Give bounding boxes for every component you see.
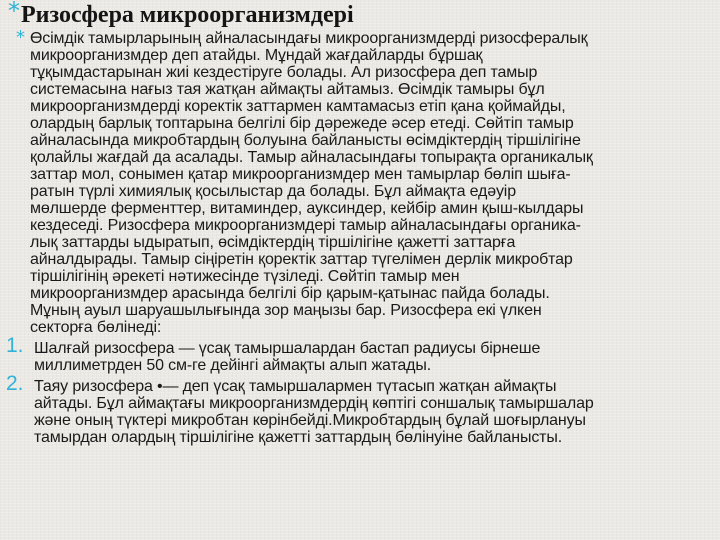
title-row: [8, 0, 354, 30]
list-item: [6, 334, 716, 374]
list-item: [6, 372, 716, 446]
paragraph-line: лық заттарды ыдыратып, өсімдіктердің тіршілігіне қажетті заттарға: [30, 234, 516, 251]
paragraph-line: ратын түрлі химиялық қосылыстар да болады. Бұл аймақта едәуір: [30, 183, 516, 200]
paragraph-line: микроорганизмдер деп атайды. Мұндай жағдайларды бұршақ: [30, 47, 483, 64]
main-paragraph: [16, 27, 716, 336]
list-item-line: тамырдан олардың тіршілігіне қажетті заттардың бөлінуіне байланысты.: [34, 429, 562, 446]
paragraph-line: заттар мол, сонымен қатар микроорганизмдер мен тамырлар бөліп шыға-: [30, 166, 571, 183]
list-item-line: және оның түктері микробтан көрінбейді.Микробтардың бұлай шоғырлануы: [34, 412, 586, 429]
list-item-number: 1.: [6, 334, 24, 357]
list-item-number: 2.: [6, 372, 24, 395]
slide-title: Ризосфера микроорганизмдері: [21, 2, 354, 28]
paragraph-line: микроорганизмдерді коректік заттармен камтамасыз етіп қана қоймайды,: [30, 98, 566, 115]
paragraph-line: Мұның ауыл шаруашылығында зор маңызы бар. Ризосфера екі үлкен: [30, 302, 542, 319]
paragraph-line: айналасында микробтардың болуына байланысты өсімдіктердің тіршілігіне: [30, 132, 581, 149]
numbered-list: [6, 334, 716, 446]
paragraph-line: тіршілігінің әрекеті нәтижесінде түзіледі. Сөйтіп тамыр мен: [30, 268, 460, 285]
paragraph-line: секторға бөлінеді:: [30, 319, 162, 336]
list-item-line: миллиметрден 50 см-ге дейінгі аймақты алып жатады.: [34, 357, 432, 374]
paragraph-line: қолайлы жағдай да асалады. Тамыр айналасындағы топырақта органикалық: [30, 149, 593, 166]
paragraph-line: тұқымдастарынан жиі кездестіруге болады. Ал ризосфера деп тамыр: [30, 64, 538, 81]
list-item-line: айтады. Бұл аймақтағы микроорганизмдердің көптігі соншалық тамыршалар: [34, 395, 594, 412]
paragraph-line: Өсімдік тамырларының айналасындағы микроорганизмдерді ризосфералық: [30, 30, 588, 47]
asterisk-bullet-icon: *: [16, 27, 25, 48]
asterisk-bullet-icon: *: [8, 0, 20, 25]
paragraph-line: мөлшерде ферменттер, витаминдер, ауксиндер, кейбір амин қыш-кылдары: [30, 200, 584, 217]
paragraph-line: микроорганизмдер арасында белгілі бір қарым-қатынас пайда болады.: [30, 285, 550, 302]
list-item-line: Шалғай ризосфера — үсақ тамыршалардан бастап радиусы бірнеше: [34, 340, 541, 357]
paragraph-line: системасына нағыз тая жатқан аймақты айтамыз. Өсімдік тамыры бұл: [30, 81, 545, 98]
slide-body: [6, 27, 716, 446]
list-item-line: Таяу ризосфера •— деп үсақ тамыршалармен түтасып жатқан аймақты: [34, 378, 557, 395]
paragraph-line: олардың барлық топтарына белгілі бір дәрежеде әсер етеді. Сөйтіп тамыр: [30, 115, 574, 132]
paragraph-line: айналдырады. Тамыр сіңіретін қоректік заттар түгелімен дерлік микробтар: [30, 251, 573, 268]
paragraph-line: кездеседі. Ризосфера микроорганизмдері тамыр айналасындағы органика-: [30, 217, 581, 234]
